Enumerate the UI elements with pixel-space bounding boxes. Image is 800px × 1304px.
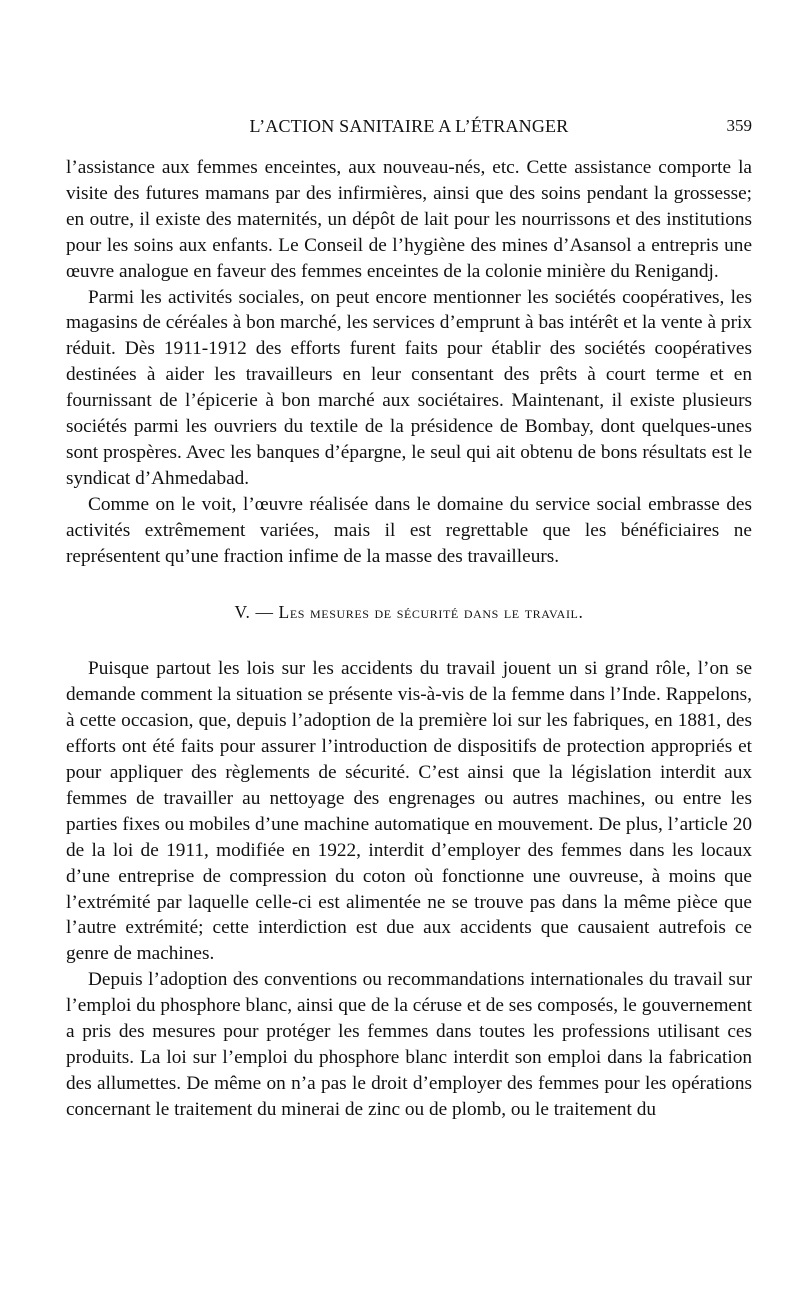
page-body bbox=[66, 155, 752, 1123]
running-title: L’ACTION SANITAIRE A L’ÉTRANGER bbox=[249, 116, 569, 136]
paragraph-conclusion: Comme on le voit, l’œuvre réalisée dans le domaine du service social embrasse des activités extrêmement variées, mais il est regrettable que les bénéficiaires ne représentent qu’une fraction infime de la masse des travailleurs. bbox=[66, 493, 752, 567]
paragraph-continued: l’assistance aux femmes enceintes, aux nouveau-nés, etc. Cette assistance comporte la visite des futures mamans par des infirmières, ainsi que des soins pendant la grossesse; en outre, il existe des maternités, un dépôt de lait pour les nourrissons et des institutions pour les soins aux enfants. Le Conseil de l’hygiène des mines d’Asansol a entrepris une œuvre analogue en faveur des femmes enceintes de la colonie minière du Renigandj. bbox=[66, 157, 752, 282]
paragraph-accidents: Puisque partout les lois sur les accidents du travail jouent un si grand rôle, l’on se demande comment la situation se présente vis-à-vis de la femme dans l’Inde. Rappelons, à cette occasion, que, depuis l’adoption de la première loi sur les fabriques, en 1881, des efforts ont été faits pour assurer l’introduction de dispositifs de protection appropriés et pour appliquer des règlements de sécurité. C’est ainsi que la législation interdit aux femmes de travailler au nettoyage des engrenages ou autres machines, ou entre les parties fixes ou mobiles d’une machine automatique en mouvement. De plus, l’article 20 de la loi de 1911, modifiée en 1922, interdit d’employer des femmes dans les locaux d’une entreprise de compression du coton où fonctionne une ouvreuse, à moins que l’extrémité par laquelle celle-ci est alimentée ne se trouve pas dans la même pièce que l’autre extrémité; cette interdiction est due aux accidents que causaient autrefois ce genre de machines. bbox=[66, 658, 752, 965]
page-number: 359 bbox=[726, 116, 752, 135]
section-heading: V. — Les mesures de sécurité dans le travail. bbox=[234, 601, 584, 622]
paragraph-social-activities: Parmi les activités sociales, on peut encore mentionner les sociétés coopératives, les magasins de céréales à bon marché, les services d’emprunt à bas intérêt et la vente à prix réduit. Dès 1911-1912 des efforts furent faits pour établir des sociétés coopératives destinées à aider les travailleurs en leur consentant des prêts à court terme et en fournissant de l’épicerie à bon marché aux sociétaires. Maintenant, il existe plusieurs sociétés parmi les ouvriers du textile de la présidence de Bombay, dont quelques-unes sont prospères. Avec les banques d’épargne, le seul qui ait obtenu de bons résultats est le syndicat d’Ahmedabad. bbox=[66, 286, 752, 489]
running-head bbox=[66, 116, 752, 142]
paragraph-phosphorus: Depuis l’adoption des conventions ou recommandations internationales du travail sur l’emploi du phosphore blanc, ainsi que de la céruse et de ses composés, le gouvernement a pris des mesures pour protéger les femmes dans toutes les professions utilisant ces produits. La loi sur l’emploi du phosphore blanc interdit son emploi dans la fabrication des allumettes. De même on n’a pas le droit d’employer des femmes pour les opérations concernant le traitement du minerai de zinc ou de plomb, ou le traitement du bbox=[66, 969, 752, 1120]
